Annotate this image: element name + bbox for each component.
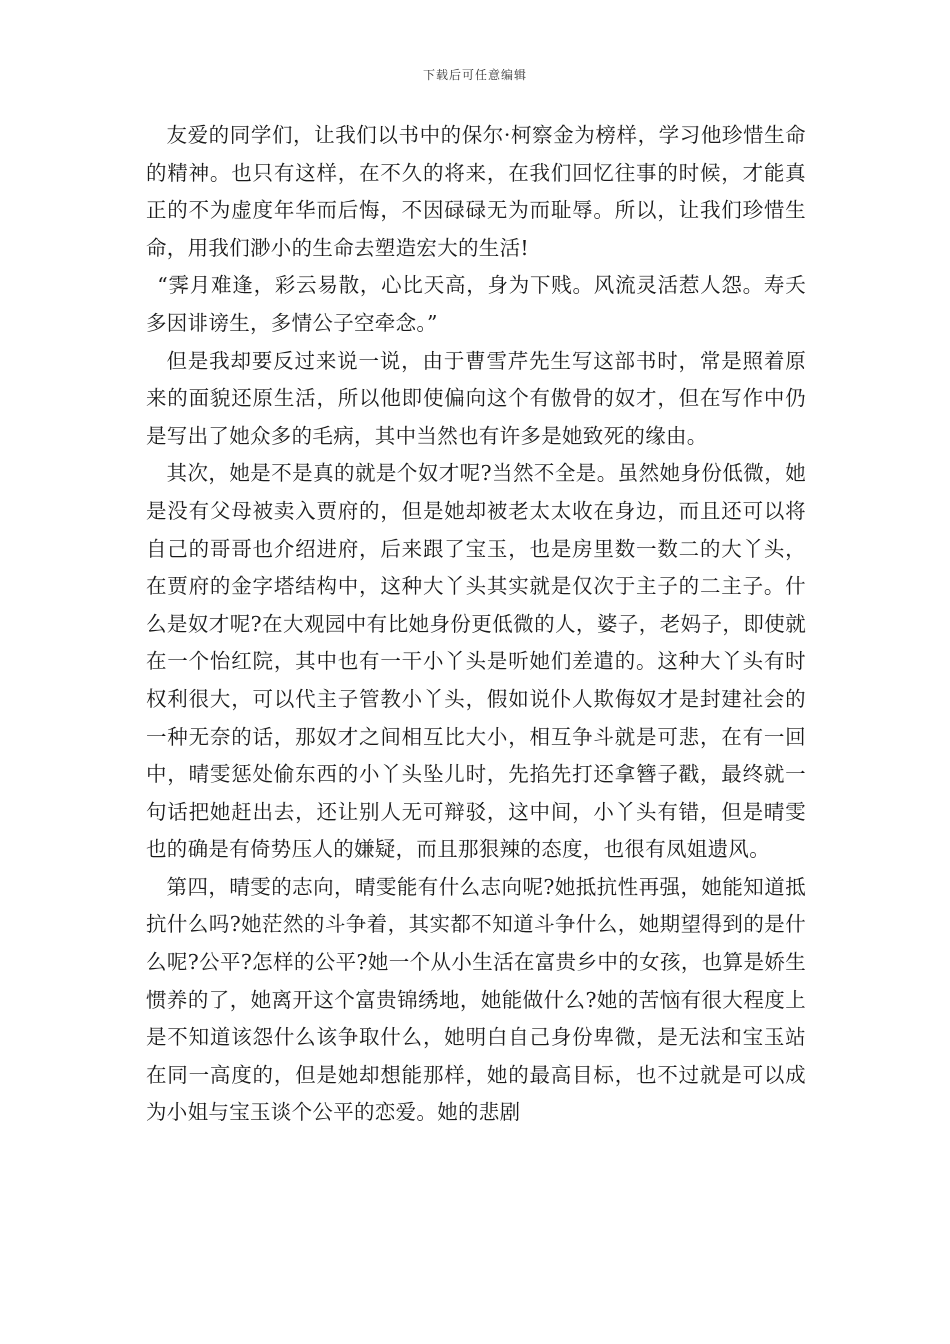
paragraph-1: 友爱的同学们，让我们以书中的保尔·柯察金为榜样，学习他珍惜生命的精神。也只有这样，在不久的将来，在我们回忆往事的时候，才能真正的不为虚度年华而后悔，不因碌碌无为而耻辱。所以，让我们珍惜生命，用我们渺小的生命去塑造宏大的生活! [146,123,806,260]
page-header: 下载后可任意编辑 [422,68,527,82]
document-body [146,117,806,1132]
paragraph-4: 其次，她是不是真的就是个奴才呢?当然不全是。虽然她身份低微，她是没有父母被卖入贾府的，但是她却被老太太收在身边，而且还可以将自己的哥哥也介绍进府，后来跟了宝玉，也是房里数一数二的大丫头，在贾府的金字塔结构中，这种大丫头其实就是仅次于主子的二主子。什么是奴才呢?在大观园中有比她身份更低微的人，婆子，老妈子，即使就在一个怡红院，其中也有一干小丫头是听她们差遣的。这种大丫头有时权利很大，可以代主子管教小丫头，假如说仆人欺侮奴才是封建社会的一种无奈的话，那奴才之间相互比大小，相互争斗就是可悲，在有一回中，晴雯惩处偷东西的小丫头坠儿时，先掐先打还拿簪子戳，最终就一句话把她赶出去，还让别人无可辩驳，这中间，小丫头有错，但是晴雯也的确是有倚势压人的嫌疑，而且那狠辣的态度，也很有凤姐遗风。 [146,461,806,862]
paragraph-3: 但是我却要反过来说一说，由于曹雪芹先生写这部书时，常是照着原来的面貌还原生活，所以他即使偏向这个有傲骨的奴才，但在写作中仍是写出了她众多的毛病，其中当然也有许多是她致死的缘由。 [146,348,806,448]
paragraph-2-quote: “霁月难逢，彩云易散，心比天高，身为下贱。风流灵活惹人怨。寿夭多因诽谤生，多情公子空牵念。” [146,273,806,335]
paragraph-5: 第四，晴雯的志向，晴雯能有什么志向呢?她抵抗性再强，她能知道抵抗什么吗?她茫然的斗争着，其实都不知道斗争什么，她期望得到的是什么呢?公平?怎样的公平?她一个从小生活在富贵乡中的女孩，也算是娇生惯养的了，她离开这个富贵锦绣地，她能做什么?她的苦恼有很大程度上是不知道该怨什么该争取什么，她明白自己身份卑微，是无法和宝玉站在同一高度的，但是她却想能那样，她的最高目标，也不过就是可以成为小姐与宝玉谈个公平的恋爱。她的悲剧 [146,874,806,1125]
